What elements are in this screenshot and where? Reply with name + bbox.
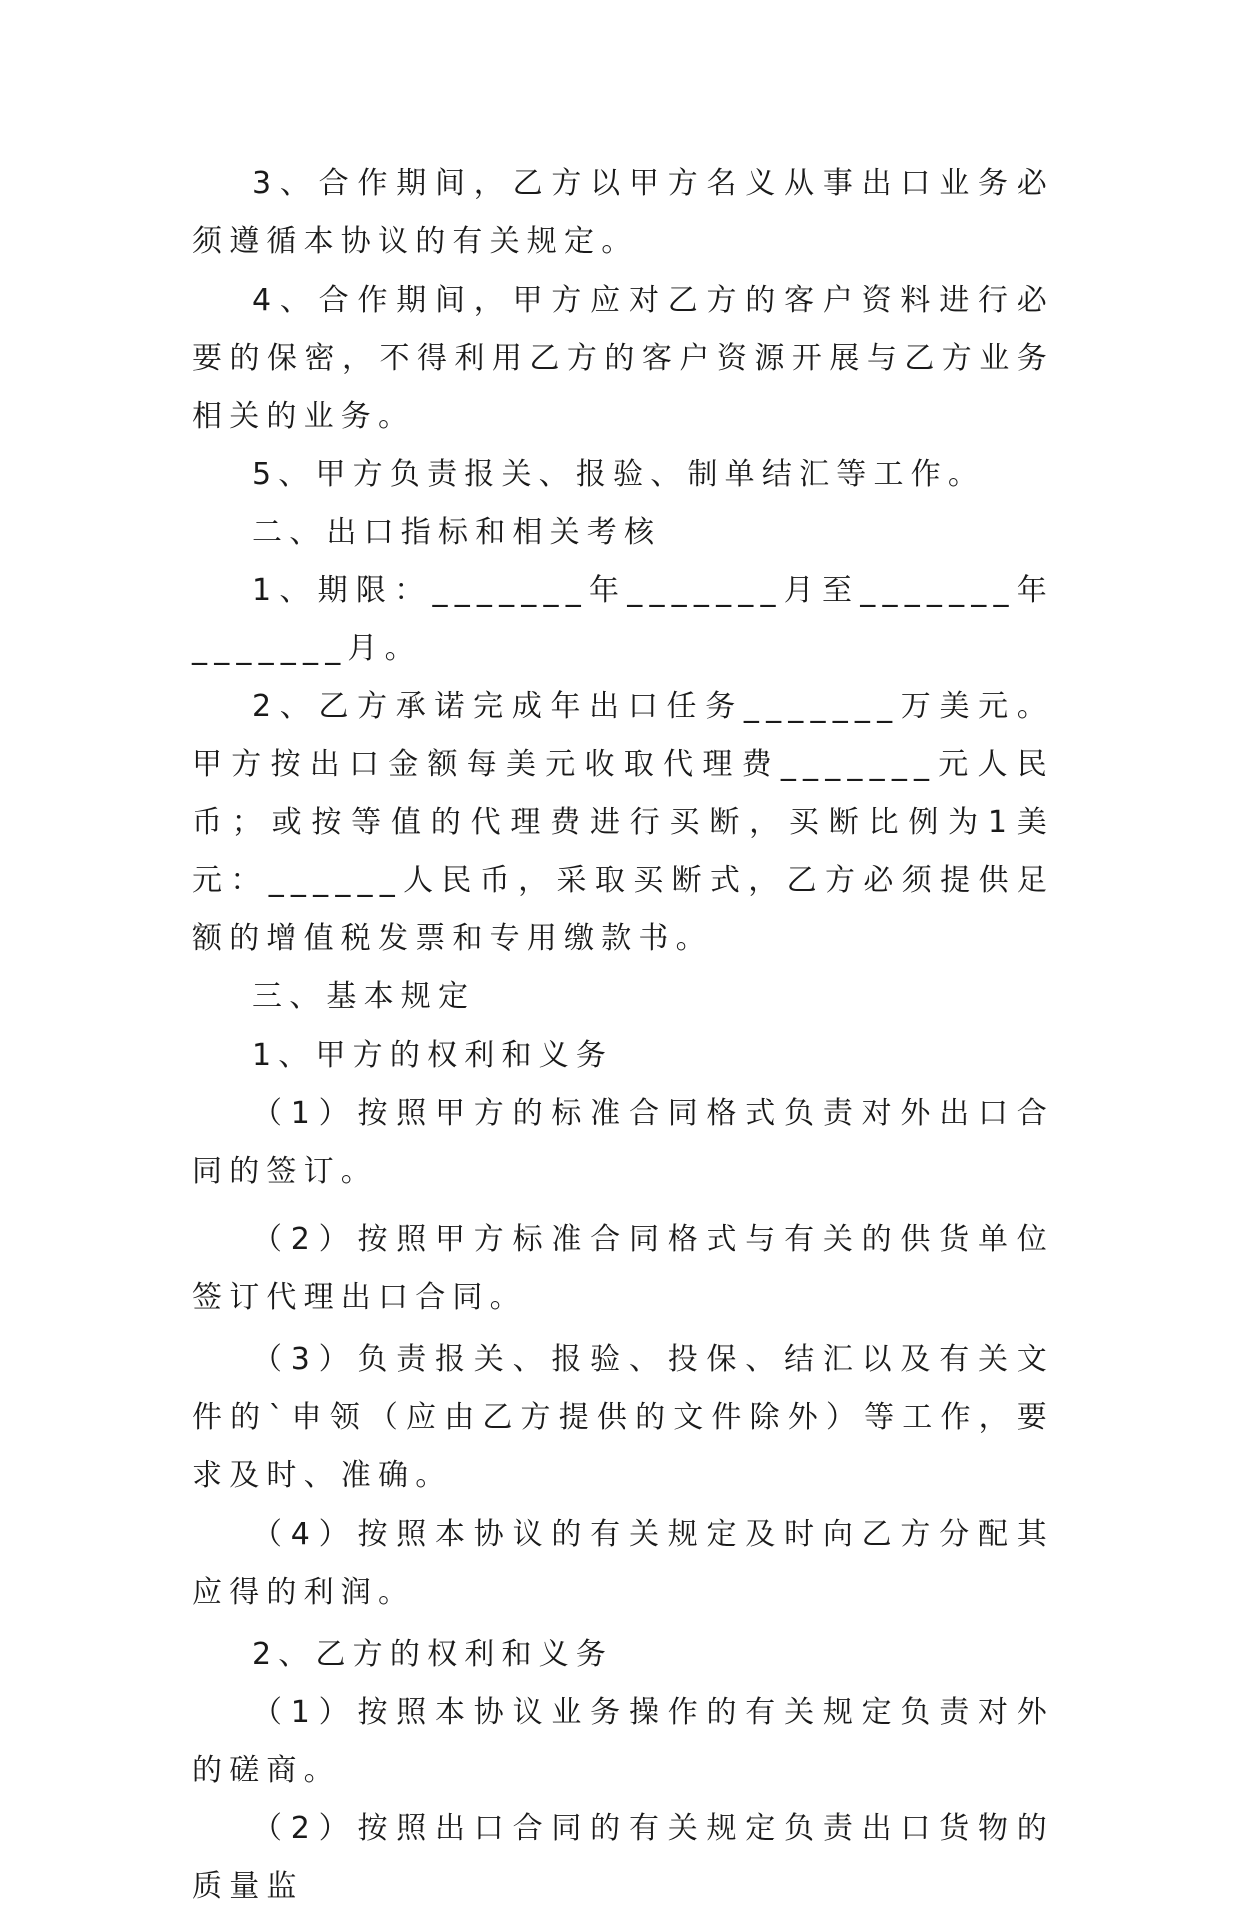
paragraph-party-b-item-2: （2）按照出口合同的有关规定负责出口货物的质量监 (192, 1811, 1054, 1904)
document-body (192, 155, 1054, 1916)
paragraph-clause-5: 5、甲方负责报关、报验、制单结汇等工作。 (252, 457, 986, 492)
paragraph-party-a-item-2: （2）按照甲方标准合同格式与有关的供货单位签订代理出口合同。 (192, 1222, 1054, 1315)
paragraph-party-b-item-1: （1）按照本协议业务操作的有关规定负责对外的磋商。 (192, 1695, 1054, 1788)
paragraph-term: 1、期限：_______年_______月至_______年_______月。 (192, 573, 1054, 666)
paragraph-export-target: 2、乙方承诺完成年出口任务_______万美元。甲方按出口金额每美元收取代理费_______元人民币；或按等值的代理费进行买断，买断比例为1美元：______人民币，采取买断式，乙方必须提供足额的增值税发票和专用缴款书。 (192, 689, 1054, 956)
subsection-heading-party-a: 1、甲方的权利和义务 (252, 1038, 614, 1073)
subsection-heading-party-b: 2、乙方的权利和义务 (252, 1637, 614, 1672)
section-heading-3: 三、基本规定 (252, 979, 476, 1014)
paragraph-party-a-item-1: （1）按照甲方的标准合同格式负责对外出口合同的签订。 (192, 1096, 1054, 1189)
paragraph-party-a-item-4: （4）按照本协议的有关规定及时向乙方分配其应得的利润。 (192, 1517, 1054, 1610)
paragraph-party-a-item-3: （3）负责报关、报验、投保、结汇以及有关文件的`申领（应由乙方提供的文件除外）等工作，要求及时、准确。 (192, 1342, 1054, 1493)
section-heading-2: 二、出口指标和相关考核 (252, 515, 662, 550)
paragraph-clause-3: 3、合作期间，乙方以甲方名义从事出口业务必须遵循本协议的有关规定。 (192, 166, 1054, 259)
paragraph-clause-4: 4、合作期间，甲方应对乙方的客户资料进行必要的保密，不得利用乙方的客户资源开展与乙方业务相关的业务。 (192, 283, 1054, 434)
